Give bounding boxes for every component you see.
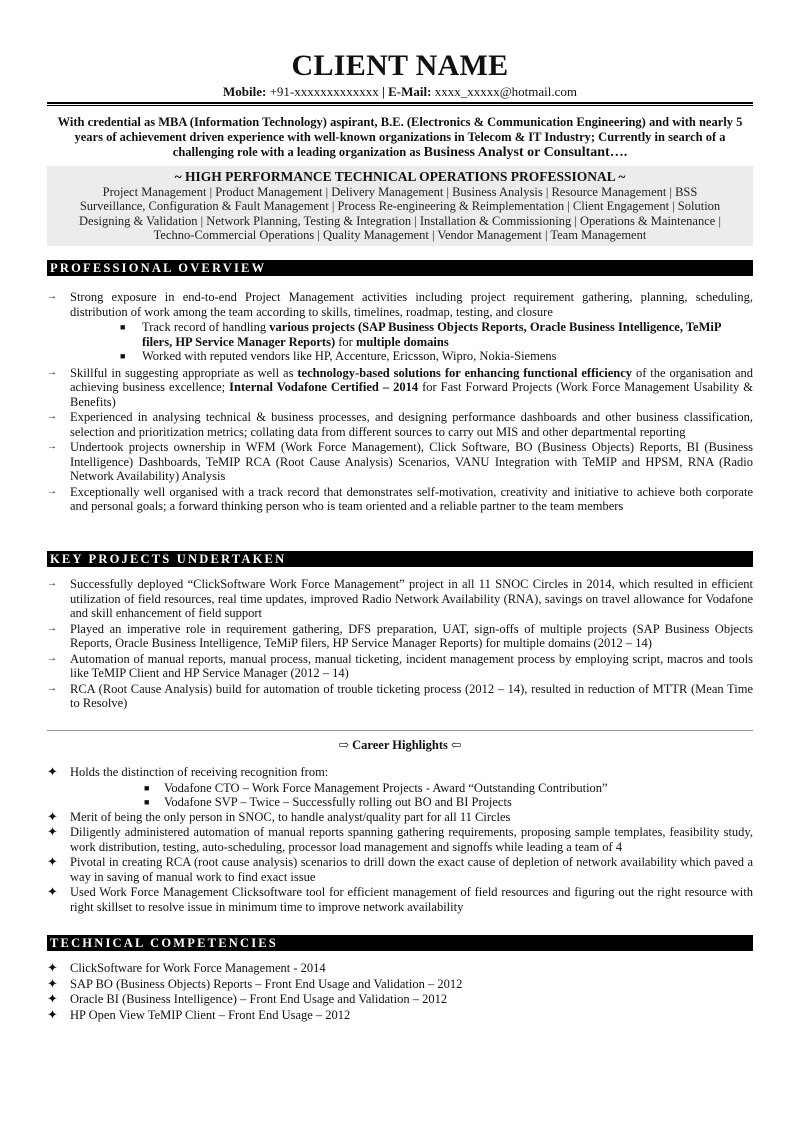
star-bullet-icon: ✦ bbox=[47, 991, 58, 1006]
skills-title: ~ HIGH PERFORMANCE TECHNICAL OPERATIONS PROFESSIONAL ~ bbox=[174, 169, 626, 184]
mobile-value: +91-xxxxxxxxxxxxx bbox=[269, 84, 379, 99]
item-text-bold: Internal Vodafone Certified – 2014 bbox=[229, 380, 419, 394]
item-text: Successfully deployed “ClickSoftware Work Force Management” project in all 11 SNOC Circles in 2014, which resulted in efficient utilization of field resources, real time updates, improved Radio Network Availability (RNA), savings on travel allowance for Vodafone and skill enhancement of field support bbox=[70, 577, 753, 620]
summary-text: challenging role with a leading organization as bbox=[172, 145, 421, 159]
item-text: Automation of manual reports, manual process, manual ticketing, incident management process by employing script, macros and tools like TeMIP Client and HP Service Manager (2012 – 14) bbox=[70, 651, 753, 680]
list-item bbox=[47, 810, 753, 825]
square-bullet-icon: ■ bbox=[120, 322, 126, 332]
item-text: SAP BO (Business Objects) Reports – Front End Usage and Validation – 2012 bbox=[70, 976, 463, 991]
skills-box bbox=[47, 166, 753, 246]
email-label: E-Mail: bbox=[388, 84, 432, 99]
email-value: xxxx_xxxxx@hotmail.com bbox=[434, 84, 578, 99]
star-bullet-icon: ✦ bbox=[47, 975, 58, 991]
client-name: CLIENT NAME bbox=[291, 49, 509, 82]
list-item bbox=[47, 765, 753, 780]
arrow-icon: → bbox=[47, 682, 57, 694]
overview-list bbox=[47, 290, 753, 515]
header-rule bbox=[47, 102, 753, 104]
skills-line: Project Management | Product Management | Delivery Management | Business Analysis | Resource Management | BSS bbox=[102, 185, 698, 199]
list-item bbox=[47, 485, 753, 514]
list-item bbox=[47, 961, 753, 976]
technical-list bbox=[47, 961, 753, 1023]
item-text: RCA (Root Cause Analysis) build for automation of trouble ticketing process (2012 – 14), resulted in reduction of MTTR (Mean Time to Resolve) bbox=[70, 681, 753, 710]
item-text: Pivotal in creating RCA (root cause analysis) scenarios to drill down the exact cause of depletion of network availability which paved a way in saving of manual work to find exact issue bbox=[70, 855, 753, 884]
arrow-icon: → bbox=[47, 441, 57, 452]
item-text: Merit of being the only person in SNOC, to handle analyst/quality part for all 11 Circles bbox=[70, 809, 511, 824]
summary-statement bbox=[55, 115, 745, 160]
list-item bbox=[47, 577, 753, 621]
item-text: Vodafone SVP – Twice – Successfully rolling out BO and BI Projects bbox=[164, 795, 512, 809]
list-item bbox=[47, 1008, 753, 1023]
skills-line: Techno-Commercial Operations | Quality Management | Vendor Management | Team Management bbox=[153, 227, 647, 242]
list-item bbox=[47, 366, 753, 410]
item-text: Experienced in analysing technical & business processes, and designing performance dashboards and other business classification, selection and prioritization metrics; collating data from different sources to carry out MIS and other departmental reporting bbox=[70, 410, 753, 439]
section-heading-text: TECHNICAL COMPETENCIES bbox=[50, 936, 278, 950]
contact-line bbox=[0, 84, 800, 99]
square-bullet-icon: ■ bbox=[120, 351, 126, 361]
item-text: Holds the distinction of receiving recognition from: bbox=[70, 765, 329, 779]
item-text: Skillful in suggesting appropriate as well as bbox=[70, 365, 294, 380]
sub-list-item bbox=[47, 320, 753, 349]
square-bullet-icon: ■ bbox=[144, 797, 150, 807]
item-text: of the organisation and achieving business excellence; bbox=[70, 365, 753, 394]
item-text: HP Open View TeMIP Client – Front End Usage – 2012 bbox=[70, 1007, 351, 1022]
item-text: Played an imperative role in requirement gathering, DFS preparation, UAT, sign-offs of multiple projects (SAP Business Objects Reports, Oracle Business Intelligence, TeMiP filers, HP Service Manager Reports) for multiple domains (2012 – 14) bbox=[70, 621, 753, 650]
item-text: Track record of handling bbox=[142, 320, 267, 334]
arrow-icon: → bbox=[47, 622, 57, 634]
sub-list-item bbox=[47, 795, 753, 810]
list-item bbox=[47, 290, 753, 319]
item-text: Vodafone CTO – Work Force Management Projects - Award “Outstanding Contribution” bbox=[164, 780, 608, 795]
list-item bbox=[47, 992, 753, 1007]
list-item bbox=[47, 652, 753, 681]
star-bullet-icon: ✦ bbox=[47, 854, 58, 869]
summary-line: years of achievement driven experience with well-known organizations in Telecom & IT Industry; Currently in search of a bbox=[74, 130, 726, 144]
mobile-label: Mobile: bbox=[222, 84, 267, 99]
arrow-icon: → bbox=[47, 652, 57, 664]
skills-list bbox=[47, 185, 753, 242]
arrow-icon: → bbox=[47, 291, 57, 302]
star-bullet-icon: ✦ bbox=[47, 1006, 58, 1022]
list-item bbox=[47, 977, 753, 992]
section-heading-technical bbox=[47, 935, 753, 951]
item-text: for bbox=[338, 334, 353, 349]
arrow-icon: → bbox=[47, 366, 57, 378]
item-text: Exceptionally well organised with a track record that demonstrates self-motivation, creativity and initiative to achieve both corporate and personal goals; a forward thinking person who is team oriented and a reliable partner to the team members bbox=[70, 484, 753, 513]
summary-line: With credential as MBA (Information Technology) aspirant, B.E. (Electronics & Communication Engineering) and with nearly 5 bbox=[57, 115, 743, 129]
list-item bbox=[47, 622, 753, 651]
sub-list-item bbox=[47, 781, 753, 796]
list-item bbox=[47, 440, 753, 484]
star-bullet-icon: ✦ bbox=[47, 808, 58, 824]
list-item bbox=[47, 825, 753, 854]
section-heading-overview bbox=[47, 260, 753, 276]
item-text: Oracle BI (Business Intelligence) – Front End Usage and Validation – 2012 bbox=[70, 992, 448, 1006]
item-text: Undertook projects ownership in WFM (Work Force Management), Click Software, BO (Business Objects) Reports, BI (Business Intelligence) Dashboards, TeMIP RCA (Root Cause Analysis) Scenarios, VANU Integration with TeMIP and HPSM, RNA (Radio Network Availability) Analysis bbox=[70, 440, 753, 483]
item-text: Strong exposure in end-to-end Project Management activities including project requirement gathering, planning, scheduling, distribution of work among the team according to skills, timelines, roadmap, testing, and closure bbox=[70, 290, 753, 319]
square-bullet-icon: ■ bbox=[144, 782, 150, 793]
item-text: ClickSoftware for Work Force Management - 2014 bbox=[70, 961, 326, 975]
list-item bbox=[47, 855, 753, 884]
section-heading-text: PROFESSIONAL OVERVIEW bbox=[50, 261, 267, 275]
arrow-icon: → bbox=[47, 411, 57, 422]
list-item bbox=[47, 885, 753, 914]
skills-line: Designing & Validation | Network Planning, Testing & Integration | Installation & Commissioning | Operations & Maintenance | bbox=[79, 213, 721, 228]
star-bullet-icon: ✦ bbox=[47, 960, 58, 975]
item-text-bold: technology-based solutions for enhancing functional efficiency bbox=[297, 365, 633, 380]
item-text: Worked with reputed vendors like HP, Accenture, Ericsson, Wipro, Nokia-Siemens bbox=[142, 349, 557, 363]
header-rule-thin bbox=[47, 105, 753, 106]
arrow-icon: → bbox=[47, 485, 57, 497]
skills-line: Surveillance, Configuration & Fault Management | Process Re-engineering & Reimplementation | Client Engagement | Solution bbox=[79, 199, 721, 214]
sub-list-item bbox=[47, 349, 753, 364]
star-bullet-icon: ✦ bbox=[47, 764, 58, 779]
star-bullet-icon: ✦ bbox=[47, 884, 58, 899]
item-text: for Fast Forward Projects (Work Force Management Usability & Benefits) bbox=[70, 380, 753, 409]
list-item bbox=[47, 410, 753, 439]
projects-list bbox=[47, 577, 753, 712]
arrow-icon: → bbox=[47, 578, 57, 589]
contact-separator: | bbox=[381, 84, 385, 99]
target-role: Business Analyst or Consultant…. bbox=[423, 145, 628, 160]
section-heading-projects bbox=[47, 551, 753, 567]
career-list bbox=[47, 765, 753, 915]
star-bullet-icon: ✦ bbox=[47, 824, 58, 839]
item-text-bold: multiple domains bbox=[355, 334, 449, 349]
divider bbox=[47, 730, 753, 731]
career-highlights-heading: ⇨ Career Highlights ⇦ bbox=[338, 738, 462, 752]
item-text-bold: various projects (SAP Business Objects Reports, Oracle Business Intelligence, TeMiP filers, HP Service Manager Reports) bbox=[142, 320, 721, 349]
section-heading-text: KEY PROJECTS UNDERTAKEN bbox=[50, 552, 287, 566]
item-text: Diligently administered automation of manual reports spanning gathering requirements, proposing sample templates, feasibility study, work distribution, testing, auto-scheduling, processor load management and signoffs while leading a team of 4 bbox=[70, 825, 753, 854]
item-text: Used Work Force Management Clicksoftware tool for efficient management of field resources and figuring out the right resource with right skillset to resolve issue in minimum time to improve network availability bbox=[70, 885, 753, 914]
summary-line bbox=[55, 145, 745, 160]
list-item bbox=[47, 682, 753, 711]
